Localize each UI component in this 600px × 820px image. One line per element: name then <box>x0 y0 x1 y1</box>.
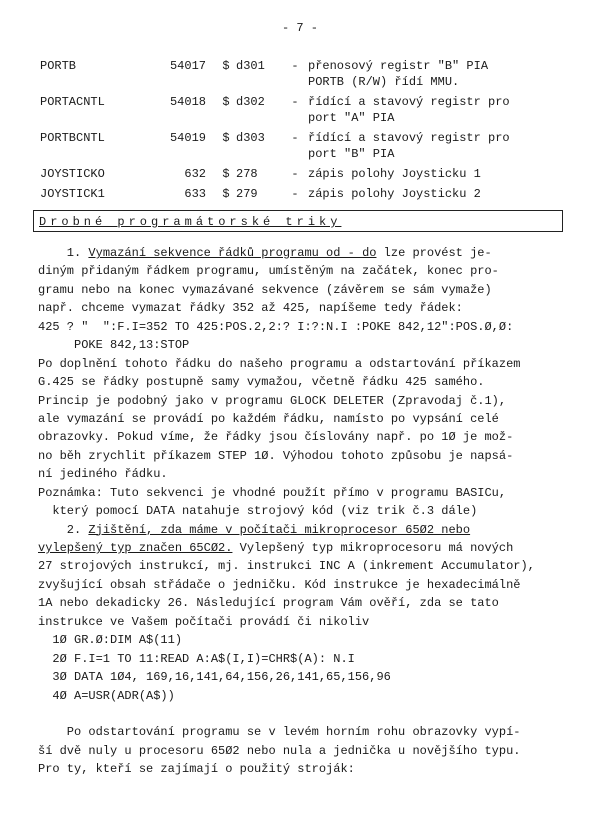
dollar-sign: $ <box>222 167 230 181</box>
text-line: 27 strojových instrukcí, mj. instrukci INC A (inkrement Accumulator), <box>38 559 535 574</box>
code-line: 425 ? " ":F.I=352 TO 425:POS.2,2:? I:?:N.I :POKE 842,12":POS.Ø,Ø: <box>38 319 514 334</box>
program-line: 4Ø A=USR(ADR(A$)) <box>38 688 175 703</box>
register-decimal: 54019 <box>169 131 206 145</box>
register-row <box>40 130 580 162</box>
register-hex: d302 <box>236 95 265 109</box>
register-description: zápis polohy Joysticku 1 <box>308 167 481 181</box>
section-title: Drobné programátorské triky <box>39 215 342 229</box>
register-dash: - <box>291 167 299 181</box>
program-line: 1Ø GR.Ø:DIM A$(11) <box>38 633 183 648</box>
text-line: ší dvě nuly u procesoru 65Ø2 nebo nula a jednička u novějšího typu. <box>38 743 521 758</box>
text-line: Po odstartování programu se v levém horním rohu obrazovky vypí- <box>38 725 521 740</box>
trick-2-heading: Zjištění, zda máme v počítači mikroprocesor 65Ø2 nebo <box>88 522 471 537</box>
program-line: 3Ø DATA 1Ø4, 169,16,141,64,156,26,141,65,156,96 <box>38 670 391 685</box>
text-line: lze provést je- <box>376 246 492 260</box>
trick-1-heading-line <box>38 244 578 262</box>
register-row <box>40 166 580 182</box>
trick-2-heading-line <box>38 521 578 539</box>
register-hex: d303 <box>236 131 265 145</box>
register-dash: - <box>291 95 299 109</box>
register-row <box>40 58 580 90</box>
text-line: Po doplnění tohoto řádku do našeho programu a odstartování příkazem <box>38 356 521 371</box>
dollar-sign: $ <box>222 131 230 145</box>
paragraph-indent: 2. <box>38 522 89 537</box>
trick-1-heading: Vymazání sekvence řádků programu od - do <box>88 246 377 260</box>
register-dash: - <box>291 131 299 145</box>
register-name: JOYSTICKO <box>40 167 105 181</box>
register-description: zápis polohy Joysticku 2 <box>308 187 481 201</box>
article-body <box>38 244 578 779</box>
text-line: G.425 se řádky postupně samy vymažou, včetně řádku 425 samého. <box>38 375 485 390</box>
register-hex: d301 <box>236 59 265 73</box>
register-dash: - <box>291 187 299 201</box>
paragraph-indent: 1. <box>38 246 89 260</box>
dollar-sign: $ <box>222 59 230 73</box>
register-name: JOYSTICK1 <box>40 187 105 201</box>
note-line: Poznámka: Tuto sekvenci je vhodné použít přímo v programu BASICu, <box>38 485 507 500</box>
text-line: zvyšující obsah střádače o jedničku. Kód instrukce je hexadecimálně <box>38 577 521 592</box>
register-decimal: 54017 <box>169 59 206 73</box>
register-hex: 278 <box>236 167 258 181</box>
register-decimal: 632 <box>184 167 206 181</box>
code-line: POKE 842,13:STOP <box>38 338 190 353</box>
text-line: 1A nebo dekadicky 26. Následující program Vám ověří, zda se tato <box>38 596 499 611</box>
register-name: PORTBCNTL <box>40 131 105 145</box>
text-line: Vylepšený typ mikroprocesoru má nových <box>232 541 514 555</box>
text-line: obrazovky. Pokud víme, že řádky jsou číslovány např. po 1Ø je mož- <box>38 430 514 445</box>
register-decimal: 54018 <box>169 95 206 109</box>
text-line: Pro ty, kteří se zajímají o použitý stroják: <box>38 762 355 777</box>
text-line: Princip je podobný jako v programu GLOCK DELETER (Zpravodaj č.1), <box>38 393 507 408</box>
register-row <box>40 94 580 126</box>
dollar-sign: $ <box>222 95 230 109</box>
register-decimal: 633 <box>184 187 206 201</box>
register-table <box>40 58 580 206</box>
register-description: přenosový registr "B" PIA PORTB (R/W) řídí MMU. <box>308 59 489 89</box>
section-header-box <box>33 210 563 232</box>
blank-line <box>38 705 578 723</box>
page-number: - 7 - <box>281 21 318 35</box>
register-hex: 279 <box>236 187 258 201</box>
text-line: např. chceme vymazat řádky 352 až 425, napíšeme tedy řádek: <box>38 301 463 316</box>
text-line: ní jediného řádku. <box>38 467 168 482</box>
text-line: no běh zrychlit příkazem STEP 1Ø. Výhodou tohoto způsobu je napsá- <box>38 448 514 463</box>
register-name: PORTB <box>40 59 77 73</box>
text-line: instrukce ve Vašem počítači provádí či nikoliv <box>38 614 370 629</box>
register-row <box>40 186 580 202</box>
text-line: diným přidaným řádkem programu, umístěným na začátek, konec pro- <box>38 264 499 279</box>
register-dash: - <box>291 59 299 73</box>
dollar-sign: $ <box>222 187 230 201</box>
register-description: řídící a stavový registr pro port "A" PIA <box>308 95 510 125</box>
text-line: ale vymazání se provádí po každém řádku, namísto po vypsání celé <box>38 411 499 426</box>
trick-2-heading: vylepšený typ značen 65CØ2. <box>38 541 233 555</box>
program-line: 2Ø F.I=1 TO 11:READ A:A$(I,I)=CHR$(A): N.I <box>38 651 355 666</box>
trick-2-heading-line <box>38 539 578 557</box>
register-name: PORTACNTL <box>40 95 105 109</box>
note-line: který pomocí DATA natahuje strojový kód (viz trik č.3 dále) <box>38 504 478 519</box>
text-line: gramu nebo na konec vymazávané sekvence (závěrem se sám vymaže) <box>38 282 492 297</box>
register-description: řídící a stavový registr pro port "B" PIA <box>308 131 510 161</box>
